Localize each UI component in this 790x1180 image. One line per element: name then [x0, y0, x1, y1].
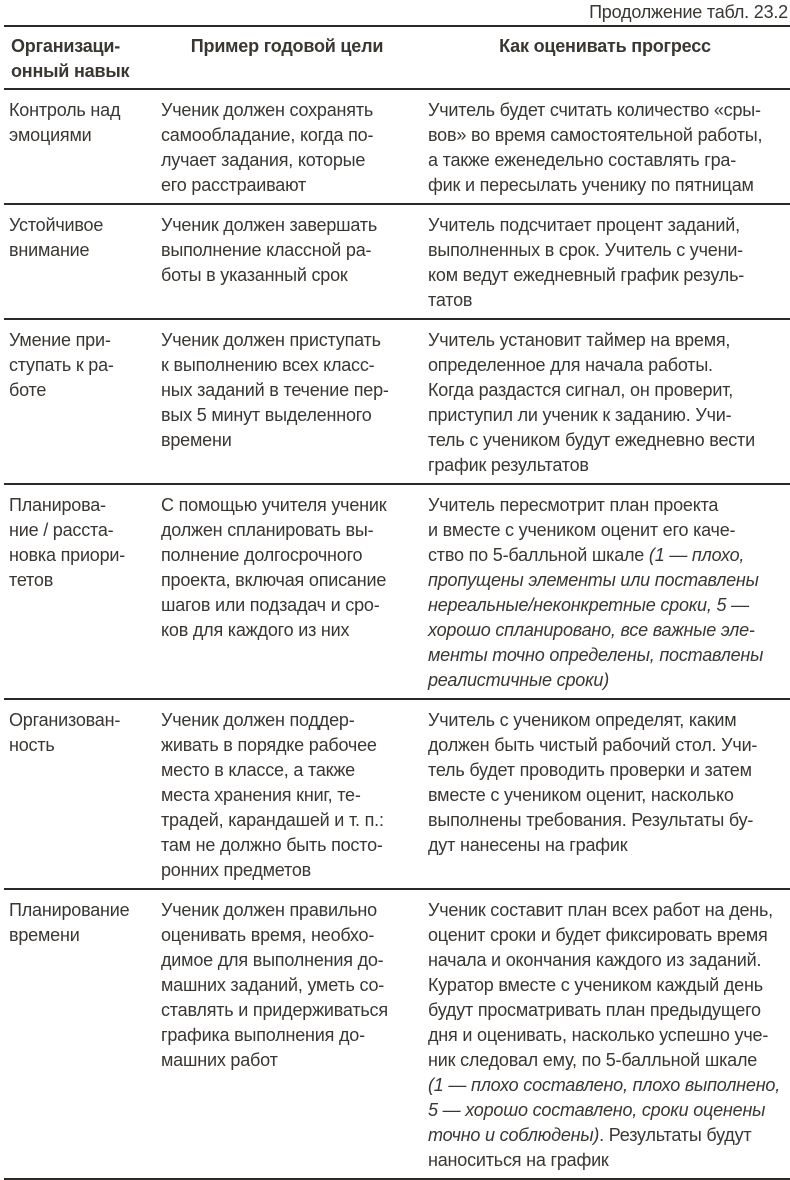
header-goal: Пример годовой цели: [190, 36, 384, 56]
table-header-row: [4, 27, 790, 90]
cell-goal: Ученик должен завершать выполнение классной ра- боты в указанный срок: [161, 215, 378, 285]
text-run: . Результаты будут наноситься на график: [428, 1125, 752, 1170]
skills-table: [4, 25, 790, 1180]
table-row: [4, 485, 790, 700]
cell-skill: Планирова- ние / расста- новка приори- тетов: [9, 495, 126, 590]
text-run: Учитель с учеником определят, каким должен быть чистый рабочий стол. Учи- тель будет проводить проверки и затем вместе с учеником оценит, насколько выполнены требования. Результаты бу- дут нанесены на график: [428, 710, 758, 855]
cell-goal: Ученик должен поддер- живать в порядке рабочее место в классе, а также места хранения книг, те- традей, карандашей и т. п.: там не должно быть посто- ронних предметов: [161, 710, 384, 880]
cell-progress: [420, 485, 790, 698]
italic-text-run: (1 — плохо, пропущены элементы или поставлены нереальные/неконкретные сроки, 5 — хорошо спланировано, все важные эле- менты точно определены, поставлены реалистичные сроки): [428, 545, 764, 690]
cell-progress: [420, 890, 790, 1178]
text-run: Ученик составит план всех работ на день, оценит сроки и будет фиксировать время начала и окончания каждого из заданий. Куратор вместе с учеником каждый день будут просматривать план предыдущего дня и оценивать, насколько успешно уче- ник следовал ему, по 5-балльной шкале: [428, 900, 773, 1070]
cell-goal: Ученик должен сохранять самообладание, когда по- лучает задания, которые его расстраивают: [161, 100, 374, 195]
table-body: [4, 90, 790, 1180]
text-run: Учитель установит таймер на время, определенное для начала работы. Когда раздастся сигнал, он проверит, приступил ли ученик к заданию. Учи- тель с учеником будут ежедневно вести график результатов: [428, 330, 755, 475]
cell-skill: Организован- ность: [9, 710, 121, 755]
text-run: Учитель будет считать количество «сры- вов» во время самостоятельной работы, а также еженедельно составлять гра- фик и пересылать ученику по пятницам: [428, 100, 763, 195]
table-row: [4, 320, 790, 485]
text-run: Учитель подсчитает процент заданий, выполненных в срок. Учитель с учени- ком ведут ежедневный график резуль- татов: [428, 215, 745, 310]
cell-progress: [420, 320, 790, 483]
italic-text-run: (1 — плохо составлено, плохо выполнено, 5 — хорошо составлено, сроки оценены точно и соблюдены): [428, 1075, 781, 1145]
cell-goal: С помощью учителя ученик должен спланировать вы- полнение долгосрочного проекта, включая описание шагов или подзадач и сро- ков для каждого из них: [161, 495, 387, 640]
cell-progress: [420, 205, 790, 318]
header-skill: Организаци- онный навык: [11, 36, 130, 81]
table-row: [4, 890, 790, 1180]
table-continuation-label: Продолжение табл. 23.2: [589, 2, 788, 22]
header-progress: Как оценивать прогресс: [499, 36, 711, 56]
cell-goal: Ученик должен правильно оценивать время, необхо- димое для выполнения до- машних заданий, уметь со- ставлять и придерживаться графика выполнения до- машних работ: [161, 900, 388, 1070]
table-row: [4, 700, 790, 890]
cell-skill: Умение при- ступать к ра- боте: [9, 330, 114, 400]
cell-skill: Контроль над эмоциями: [9, 100, 121, 145]
cell-skill: Планирование времени: [9, 900, 130, 945]
table-row: [4, 205, 790, 320]
text-run: Учитель пересмотрит план проекта и вместе с учеником оценит его каче- ство по 5-балльной шкале: [428, 495, 736, 565]
cell-skill: Устойчивое внимание: [9, 215, 104, 260]
cell-progress: [420, 90, 790, 203]
cell-goal: Ученик должен приступать к выполнению всех класс- ных заданий в течение пер- вых 5 минут выделенного времени: [161, 330, 389, 450]
cell-progress: [420, 700, 790, 888]
table-row: [4, 90, 790, 205]
